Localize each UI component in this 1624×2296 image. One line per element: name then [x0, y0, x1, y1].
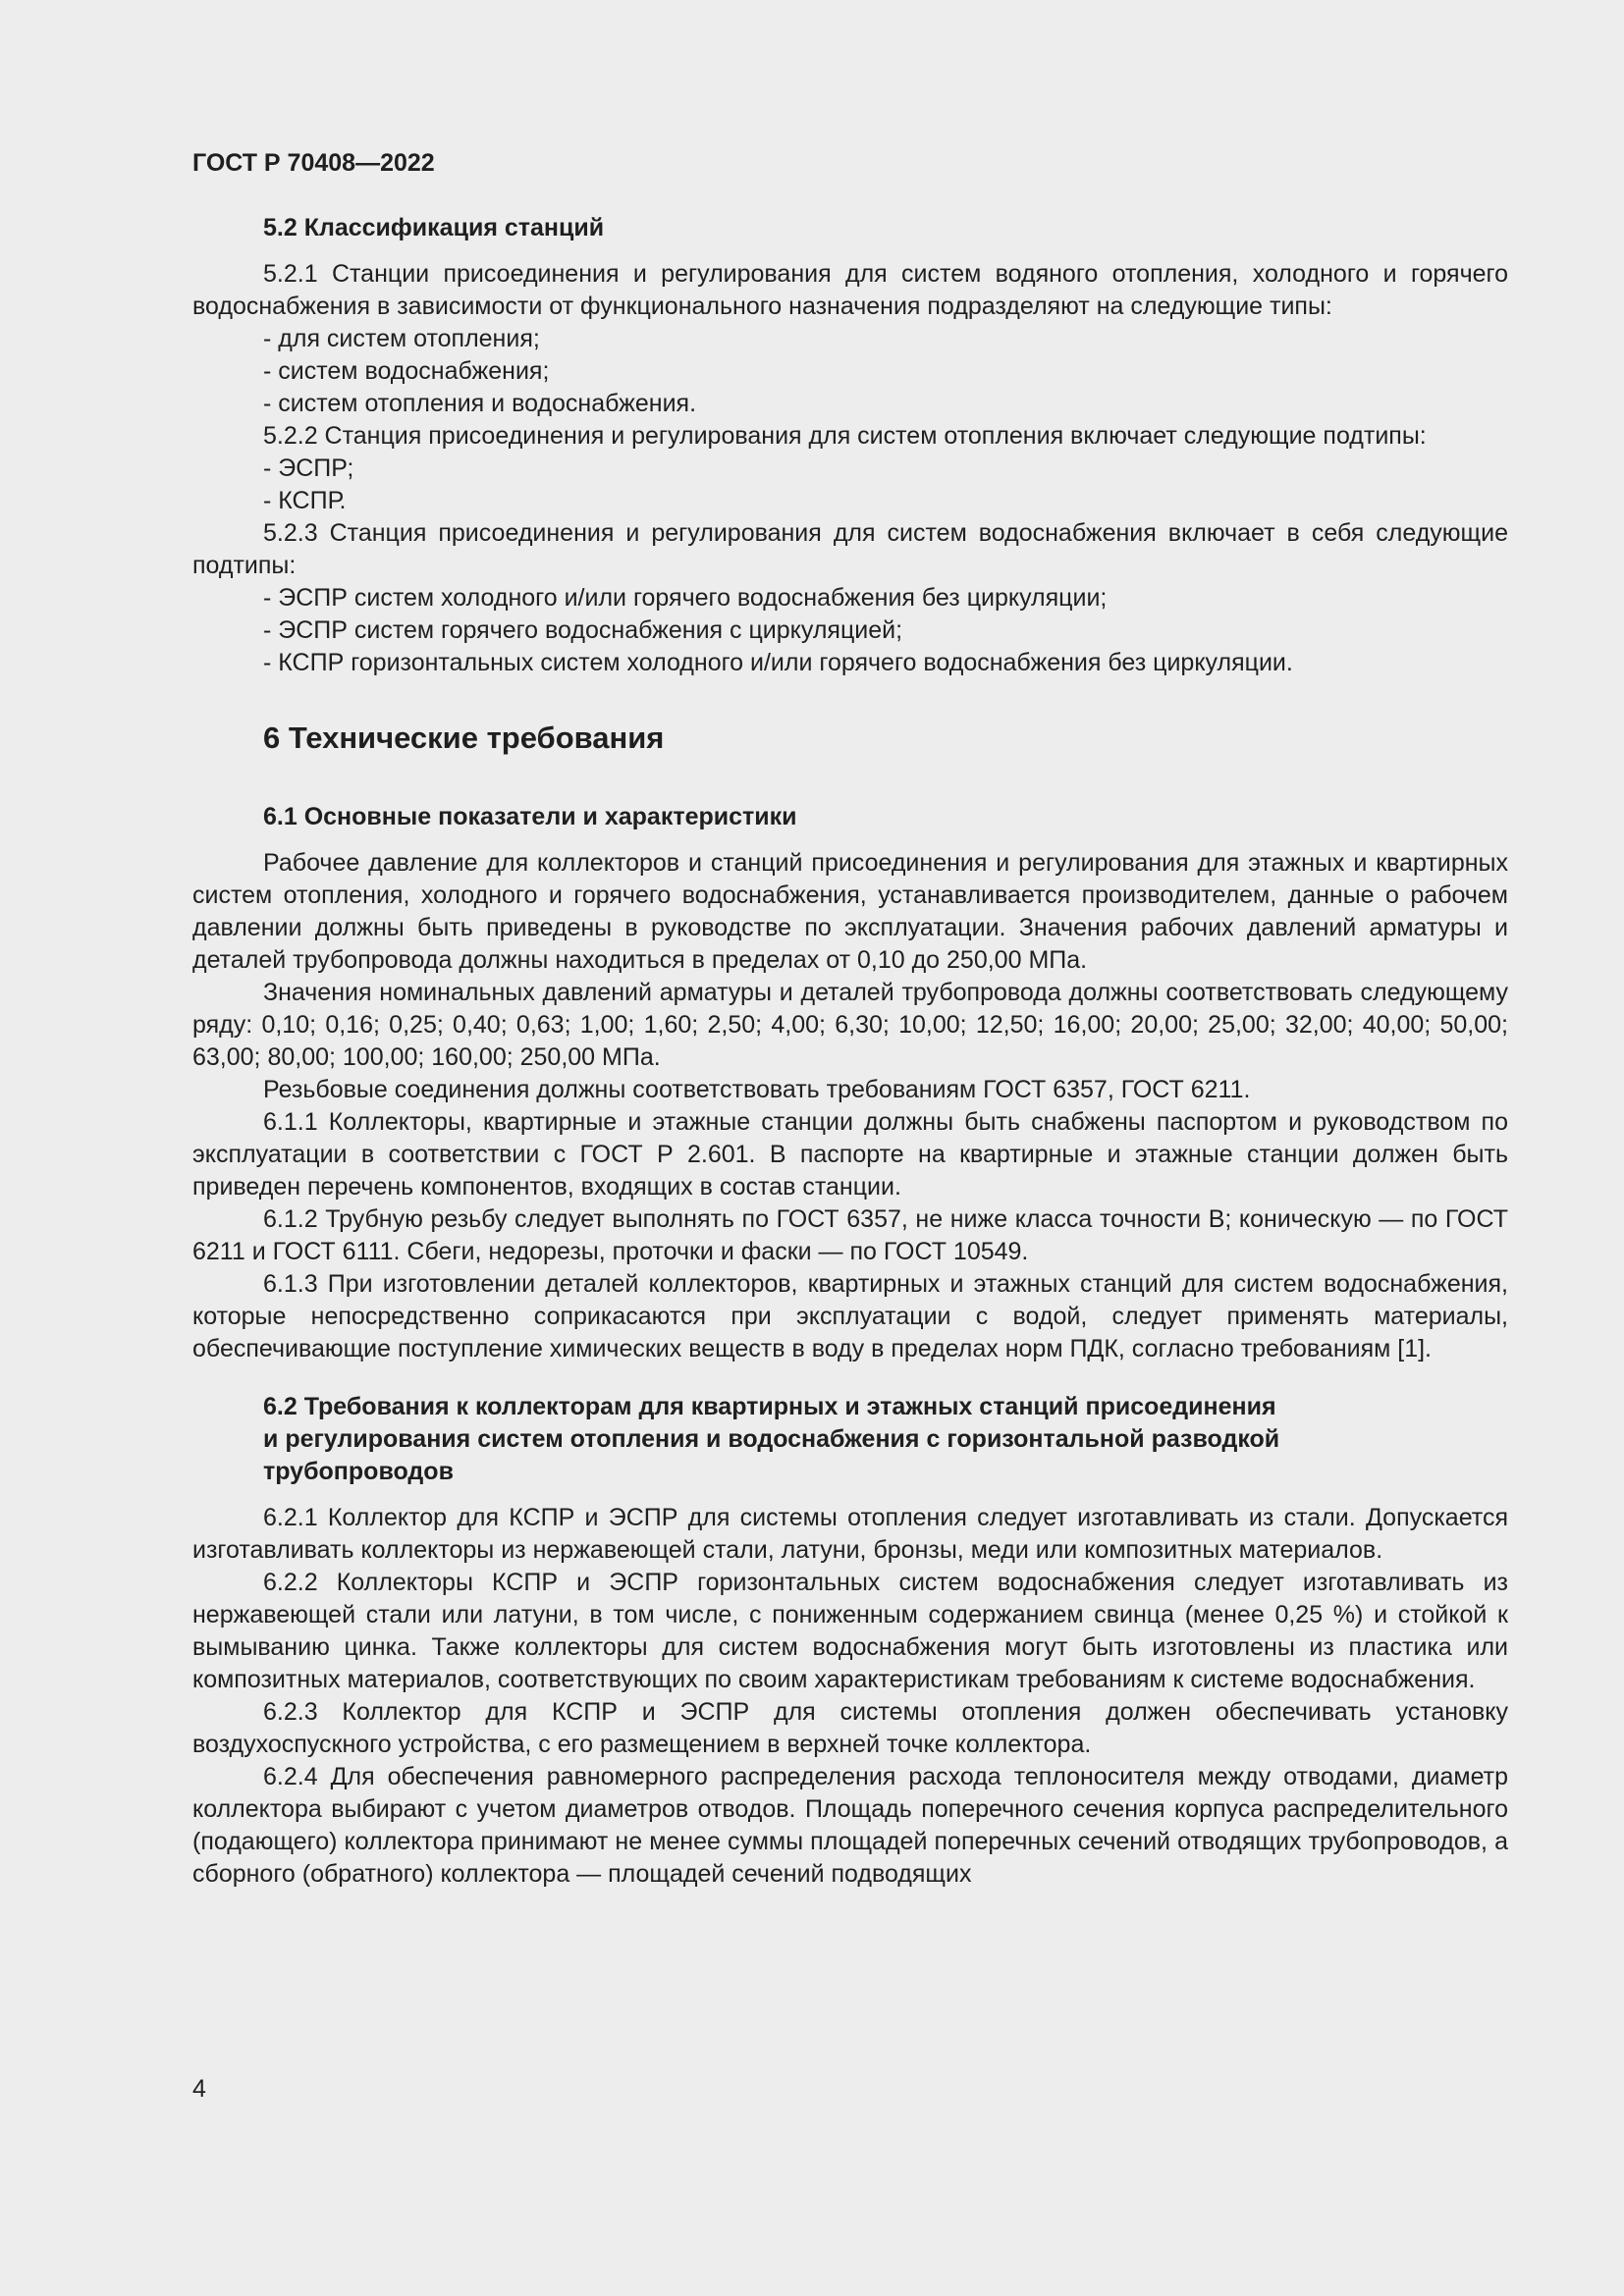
heading-6-1: 6.1 Основные показатели и характеристики [263, 803, 797, 830]
paragraph-6-1-a: Рабочее давление для коллекторов и станций присоединения и регулирования для этажных и квартирных систем отопления, холодного и горячего водоснабжения, устанавливается производителем, данные о рабочем давлении должны быть приведены в руководстве по эксплуатации. Значения рабочих давлений арматуры и деталей трубопровода должны находиться в пределах от 0,10 до 250,00 МПа. [192, 849, 1508, 974]
paragraph-6-2-4: 6.2.4 Для обеспечения равномерного распределения расхода теплоносителя между отводами, диаметр коллектора выбирают с учетом диаметров отводов. Площадь поперечного сечения корпуса распределительного (подающего) коллектора принимают не менее суммы площадей поперечных сечений отводящих трубопроводов, а сборного (обратного) коллектора — площадей сечений подводящих [192, 1763, 1508, 1888]
paragraph-6-1-b: Значения номинальных давлений арматуры и деталей трубопровода должны соответствовать следующему ряду: 0,10; 0,16; 0,25; 0,40; 0,63; 1,00; 1,60; 2,50; 4,00; 6,30; 10,00; 12,50; 16,00; 20,00; 25,00; 32,00; 40,00; 50,00; 63,00; 80,00; 100,00; 160,00; 250,00 МПа. [192, 979, 1508, 1071]
list-item: - ЭСПР; [263, 454, 354, 482]
paragraph-6-2-1: 6.2.1 Коллектор для КСПР и ЭСПР для системы отопления следует изготавливать из стали. Допускается изготавливать коллекторы из нержавеющей стали, латуни, бронзы, меди или композитных материалов. [192, 1504, 1508, 1564]
list-item: - систем водоснабжения; [263, 357, 550, 385]
document-header: ГОСТ Р 70408—2022 [192, 149, 435, 177]
list-item: - систем отопления и водоснабжения. [263, 390, 697, 417]
paragraph-6-1-c: Резьбовые соединения должны соответствовать требованиям ГОСТ 6357, ГОСТ 6211. [263, 1076, 1251, 1103]
list-item: - КСПР горизонтальных систем холодного и/или горячего водоснабжения без циркуляции. [263, 649, 1293, 676]
paragraph-5-2-2: 5.2.2 Станция присоединения и регулирования для систем отопления включает следующие подтипы: [263, 422, 1427, 450]
paragraph-6-1-2: 6.1.2 Трубную резьбу следует выполнять по ГОСТ 6357, не ниже класса точности В; коническую — по ГОСТ 6211 и ГОСТ 6111. Сбеги, недорезы, проточки и фаски — по ГОСТ 10549. [192, 1205, 1508, 1265]
paragraph-6-1-3: 6.1.3 При изготовлении деталей коллекторов, квартирных и этажных станций для систем водоснабжения, которые непосредственно соприкасаются при эксплуатации с водой, следует применять материалы, обеспечивающие поступление химических веществ в воду в пределах норм ПДК, согласно требованиям [1]. [192, 1270, 1508, 1362]
list-item: - для систем отопления; [263, 325, 540, 352]
page-number: 4 [192, 2075, 206, 2103]
paragraph-6-1-1: 6.1.1 Коллекторы, квартирные и этажные станции должны быть снабжены паспортом и руководством по эксплуатации в соответствии с ГОСТ Р 2.601. В паспорте на квартирные и этажные станции должен быть приведен перечень компонентов, входящих в состав станции. [192, 1108, 1508, 1201]
paragraph-5-2-1: 5.2.1 Станции присоединения и регулирования для систем водяного отопления, холодного и горячего водоснабжения в зависимости от функционального назначения подразделяют на следующие типы: [192, 260, 1508, 320]
list-item: - ЭСПР систем горячего водоснабжения с циркуляцией; [263, 616, 903, 644]
heading-5-2: 5.2 Классификация станций [263, 214, 605, 241]
heading-6-2 [192, 1391, 1508, 1488]
heading-6-2-line: и регулирования систем отопления и водоснабжения с горизонтальной разводкой [263, 1425, 1280, 1453]
heading-6: 6 Технические требования [263, 721, 665, 755]
paragraph-5-2-3: 5.2.3 Станция присоединения и регулирования для систем водоснабжения включает в себя следующие подтипы: [192, 519, 1508, 579]
paragraph-6-2-2: 6.2.2 Коллекторы КСПР и ЭСПР горизонтальных систем водоснабжения следует изготавливать из нержавеющей стали или латуни, в том числе, с пониженным содержанием свинца (менее 0,25 %) и стойкой к вымыванию цинка. Также коллекторы для систем водоснабжения могут быть изготовлены из пластика или композитных материалов, соответствующих по своим характеристикам требованиям к системе водоснабжения. [192, 1569, 1508, 1693]
paragraph-6-2-3: 6.2.3 Коллектор для КСПР и ЭСПР для системы отопления должен обеспечивать установку воздухоспускного устройства, с его размещением в верхней точке коллектора. [192, 1698, 1508, 1758]
list-item: - КСПР. [263, 487, 347, 514]
heading-6-2-line: 6.2 Требования к коллекторам для квартирных и этажных станций присоединения [263, 1393, 1276, 1420]
list-item: - ЭСПР систем холодного и/или горячего водоснабжения без циркуляции; [263, 584, 1108, 612]
heading-6-2-line: трубопроводов [263, 1458, 454, 1485]
document-page [192, 147, 1508, 1891]
